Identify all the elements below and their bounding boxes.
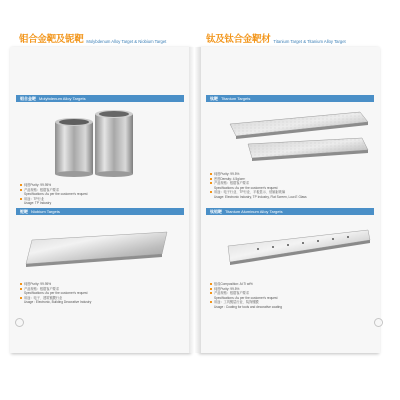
- spec-text: 组成Composition: Al:Ti wt%: [214, 282, 253, 286]
- left-page-number-circle: [15, 318, 24, 327]
- molybdenum-tube-image: [50, 108, 140, 178]
- section-label-en: Molybdenum Alloy Targets: [39, 96, 86, 101]
- spec-text: Specifications: As per the customer's request: [214, 185, 278, 190]
- right-heading-en: Titanium Target & Titanium Alloy Target: [273, 39, 346, 44]
- page-gutter: [189, 47, 201, 353]
- spec-text: 用途：电子、建筑镀膜行业: [24, 295, 63, 300]
- spec-text: 纯度Purity: 99.95%: [24, 282, 52, 286]
- section-bar-titanium-aluminum: [206, 208, 374, 215]
- bullet-icon: [210, 191, 212, 193]
- section-label-en: Titanium Aluminum Alloy Targets: [225, 209, 283, 214]
- niobium-plate-image: [22, 228, 172, 274]
- bullet-icon: [210, 292, 212, 294]
- titanium-aluminum-plate-image: [218, 220, 376, 274]
- section-bar-titanium: [206, 95, 374, 102]
- section-label-cn: 钛靶: [210, 95, 218, 101]
- spec-row: [210, 305, 360, 310]
- bullet-icon: [210, 182, 212, 184]
- bullet-icon: [210, 283, 212, 285]
- spec-text: Specifications: As per the customer's request: [214, 295, 278, 300]
- left-page-heading: [19, 33, 166, 45]
- right-page-heading: [206, 33, 346, 45]
- section-label-cn: 铌靶: [20, 208, 28, 214]
- spec-text: 纯度Purity: 99.5%: [214, 286, 240, 291]
- section-label-en: Titanium Targets: [221, 96, 251, 101]
- spec-text: 纯度Purity: 99.5%: [214, 172, 240, 176]
- spec-text: Usage: TP Industry: [24, 201, 52, 205]
- bullet-icon: [20, 297, 22, 299]
- right-heading-cn: 钛及钛合金靶材: [206, 34, 271, 45]
- spec-text: Usage : Electronic, Building Decorative Industry: [24, 300, 92, 304]
- bullet-icon: [20, 283, 22, 285]
- spec-text: 产品规格：根据客户要求: [24, 187, 60, 192]
- bullet-icon: [210, 288, 212, 290]
- section-label-cn: 钛铝靶: [210, 208, 222, 214]
- spec-text: Usage: Electronic Industry, TP Industry, Flat Screen, Low-E Glass: [214, 194, 307, 199]
- section-bar-niobium: [16, 208, 184, 215]
- right-page-number-circle: [374, 318, 383, 327]
- bullet-icon: [210, 301, 212, 303]
- bullet-icon: [210, 178, 212, 180]
- niobium-specs: [20, 282, 170, 305]
- section-bar-molybdenum: [16, 95, 184, 102]
- spec-text: 密度Density: 4.5g/cm³: [214, 176, 246, 181]
- spec-text: 产品规格：根据客户要求: [214, 291, 250, 295]
- titanium-plates-image: [222, 106, 372, 164]
- spec-row: [20, 201, 170, 206]
- bullet-icon: [20, 184, 22, 186]
- spec-text: Specifications: As per the customer's request: [24, 291, 88, 295]
- spec-text: 产品规格：根据客户要求: [214, 181, 250, 185]
- molybdenum-specs: [20, 183, 170, 206]
- spec-text: 纯度Purity: 99.95%: [24, 183, 52, 187]
- titanium-specs: [210, 172, 360, 199]
- left-heading-en: Molybdenum Alloy Target & Niobium Target: [86, 39, 167, 44]
- titanium-aluminum-specs: [210, 282, 360, 309]
- spec-text: Usage : Coating for tools and decorative coating: [214, 304, 283, 309]
- section-label-cn: 钼合金靶: [20, 95, 36, 101]
- spec-text: Specifications: As per the customer's request: [24, 192, 88, 196]
- spec-row: [210, 195, 360, 200]
- left-heading-cn: 钼合金靶及铌靶: [19, 34, 84, 45]
- spec-row: [20, 300, 170, 305]
- spec-text: 产品规格：根据客户要求: [24, 286, 60, 291]
- spec-text: 用途：电子行业、TP行业、平板显示、低辐射玻璃: [214, 190, 286, 194]
- section-label-en: Niobium Targets: [31, 209, 60, 214]
- spec-text: 用途：TP行业: [24, 196, 45, 201]
- bullet-icon: [20, 189, 22, 191]
- spec-text: 用途：工具镀层行业、装饰镀膜: [214, 300, 259, 304]
- bullet-icon: [20, 288, 22, 290]
- bullet-icon: [210, 173, 212, 175]
- bullet-icon: [20, 198, 22, 200]
